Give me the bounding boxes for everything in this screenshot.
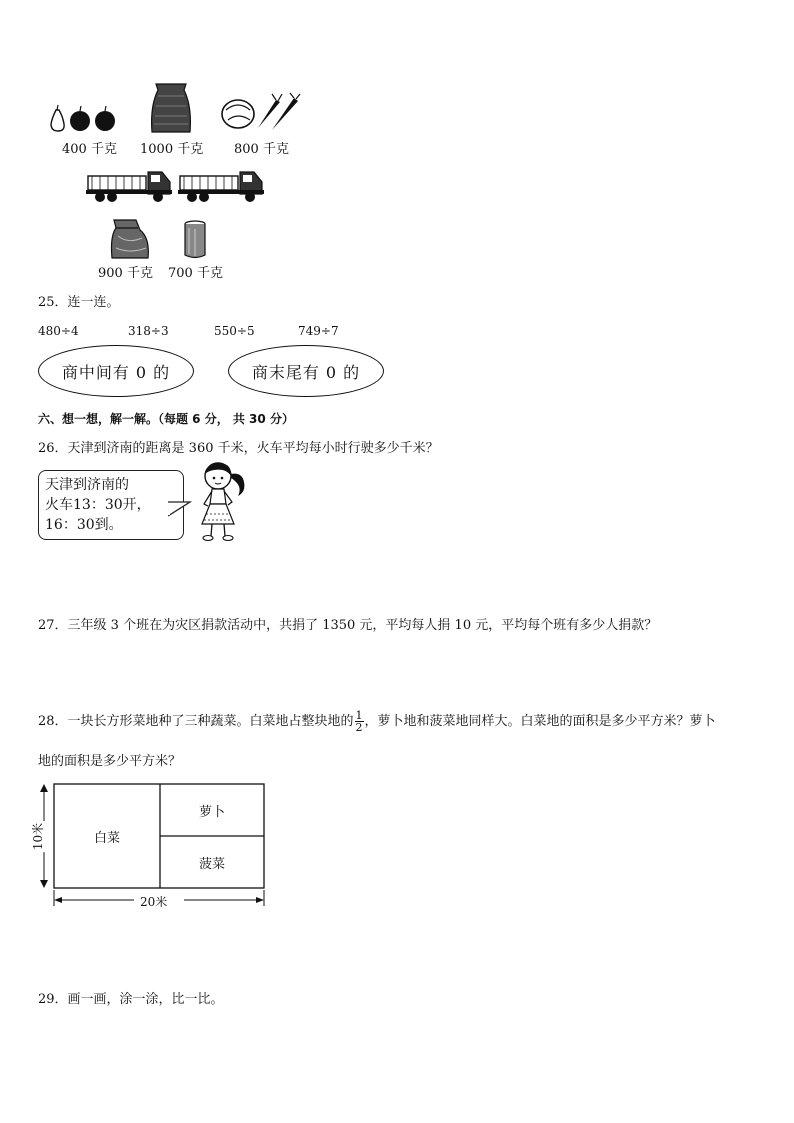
- question-29-text: 29．画一画，涂一涂，比一比。: [38, 992, 224, 1007]
- expression-4[interactable]: 749÷7: [298, 324, 339, 338]
- girl-icon: [192, 460, 256, 544]
- question-27-text: 27．三年级 3 个班在为灾区捐款活动中，共捐了 1350 元，平均每人捐 10 元，平均每个班有多少人捐款？: [38, 618, 658, 633]
- question-28-text-after: ，萝卜地和菠菜地同样大。白菜地的面积是多少平方米？萝卜: [364, 714, 716, 729]
- bubble-line-1: 天津到济南的: [45, 477, 129, 493]
- fraction-denominator: 2: [355, 721, 363, 734]
- vegetables-icon: [220, 92, 302, 132]
- goods-weight-barrel: 700 千克: [168, 266, 223, 281]
- fraction-numerator: 1: [355, 709, 363, 722]
- expression-3[interactable]: 550÷5: [214, 324, 255, 338]
- section-6-title: 六、想一想，解一解。（每题 6 分， 共 30 分）: [38, 412, 294, 426]
- truck-icon: [86, 168, 174, 204]
- bag-icon: [108, 218, 152, 260]
- oval-end-zero[interactable]: 商末尾有 0 的: [228, 345, 384, 397]
- sack-icon: [148, 82, 194, 134]
- bubble-line-3: 16：30到。: [45, 517, 123, 533]
- fruit-icon: [48, 104, 120, 132]
- goods-weight-bag: 900 千克: [98, 266, 153, 281]
- width-dimension-label: 20米: [140, 895, 168, 909]
- bubble-line-2: 火车13：30开，: [45, 497, 151, 513]
- bubble-tail: [168, 500, 192, 524]
- expression-2[interactable]: 318÷3: [128, 324, 169, 338]
- goods-illustration: [40, 78, 320, 283]
- fraction-one-half: [355, 710, 364, 733]
- cabbage-plot-label: 白菜: [93, 830, 120, 846]
- field-diagram: [30, 778, 280, 913]
- oval-middle-zero[interactable]: 商中间有 0 的: [38, 345, 194, 397]
- goods-weight-fruit: 400 千克: [62, 142, 117, 157]
- spinach-plot-label: 菠菜: [198, 856, 225, 872]
- question-28-line-2: 地的面积是多少平方米？: [38, 754, 182, 769]
- radish-plot-label: 萝卜: [198, 804, 225, 820]
- height-dimension-label: 10米: [31, 822, 46, 851]
- question-26-text: 26．天津到济南的距离是 360 千米，火车平均每小时行驶多少千米？: [38, 441, 439, 456]
- speech-bubble: [38, 470, 184, 540]
- expression-1[interactable]: 480÷4: [38, 324, 79, 338]
- truck-icon: [178, 168, 266, 204]
- question-25-title: 25．连一连。: [38, 295, 120, 310]
- goods-weight-vegetables: 800 千克: [234, 142, 289, 157]
- barrel-icon: [182, 220, 208, 260]
- question-28-line-1: [38, 710, 716, 733]
- question-28-text-before: 28．一块长方形菜地种了三种蔬菜。白菜地占整块地的: [38, 714, 354, 729]
- goods-weight-sack: 1000 千克: [140, 142, 204, 157]
